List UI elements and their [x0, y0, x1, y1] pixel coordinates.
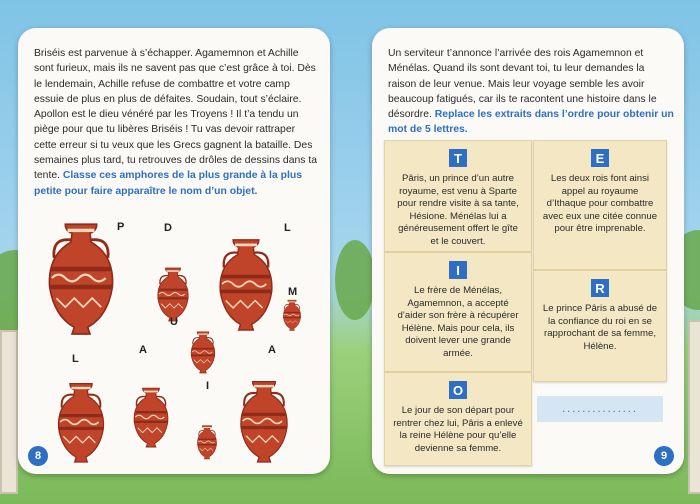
amphora-letter: A — [268, 344, 276, 356]
amphora-letter: D — [164, 222, 172, 234]
letter-tile-t: T — [449, 149, 467, 167]
amphora-u — [191, 332, 215, 373]
amphora-i — [197, 426, 216, 459]
card-text: Pâris, un prince d’un autre royaume, est venu à Sparte pour rendre visite à sa tante, Hésione. Ménélas lui a généreusement offert le gîte et le couvert. — [397, 173, 519, 247]
left-page — [18, 28, 330, 474]
amphora-group — [18, 28, 330, 474]
amphora-letter: P — [117, 221, 125, 233]
amphora-m — [283, 300, 300, 330]
right-story-text — [388, 46, 674, 138]
letter-tile-i: I — [449, 261, 467, 279]
amphora-letter: L — [72, 353, 79, 365]
story-card-t — [384, 140, 532, 252]
story-card-i — [384, 252, 532, 372]
amphora-d — [158, 268, 188, 321]
amphora-letter: U — [170, 316, 178, 328]
letter-tile-o: O — [449, 381, 467, 399]
amphora-letter: I — [206, 380, 210, 392]
card-text: Le jour de son départ pour rentrer chez lui, Pâris a enlevé la reine Hélène pour qu’elle devienne sa femme. — [393, 405, 523, 454]
letter-tile-r: R — [591, 279, 609, 297]
story-card-o — [384, 372, 532, 466]
amphora-a1 — [134, 388, 168, 447]
amphora-letter: L — [284, 222, 291, 234]
amphora-p — [49, 224, 112, 334]
background-tree — [335, 240, 375, 320]
background-column — [688, 320, 700, 494]
left-instruction: Classe ces amphores de la plus grande à la plus petite pour faire apparaître le nom d’un objet. — [34, 170, 302, 197]
right-paragraph: Un serviteur t’annonce l’arrivée des rois Agamemnon et Ménélas. Quand ils sont devant toi, tu leur demandes la raison de leur venue. Mais leur voyage semble les avoir beaucoup fatigués, car ils te racontent une histoire dans le désordre. — [388, 48, 657, 121]
left-paragraph: Briséis est parvenue à s’échapper. Agamemnon et Achille sont furieux, mais ils ne savent pas que c’est grâce à toi. Dès le lendemain, Achille refuse de combattre et votre camp essuie de plus en plus de défaites. Soudain, tout s’éclaire. Apollon est le dieu vénéré par les Troyens ! Il t’a tendu un piège pour que tu libères Briséis ! Tu vas devoir rattraper cette erreur si tu veux que les Grecs gagnent la bataille. Des semaines plus tard, tu retrouves de drôles de dessins dans ta tente. — [34, 48, 318, 182]
card-text: Les deux rois font ainsi appel au royaume d’Ithaque pour combattre avec eux une citée connue pour être imprenable. — [542, 173, 658, 235]
background-column — [0, 330, 18, 494]
answer-field[interactable]: ............... — [537, 396, 663, 422]
amphora-letter: A — [139, 344, 147, 356]
page-number-left: 8 — [28, 446, 48, 466]
letter-tile-e: E — [591, 149, 609, 167]
card-text: Le frère de Ménélas, Agamemnon, a accepté d’aider son frère à récupérer Hélène. Mais pour cela, ils doivent lever une grande armée. — [397, 285, 519, 359]
amphora-l1 — [220, 240, 272, 330]
page-number-right: 9 — [654, 446, 674, 466]
amphora-letter: M — [288, 286, 298, 298]
story-card-r — [533, 270, 667, 382]
story-card-e — [533, 140, 667, 270]
amphora-l2 — [58, 384, 103, 462]
card-text: Le prince Pâris a abusé de la confiance du roi en se rapprochant de sa femme, Hélène. — [542, 303, 658, 352]
right-instruction: Replace les extraits dans l’ordre pour obtenir un mot de 5 lettres. — [388, 109, 674, 136]
amphora-a2 — [241, 382, 287, 462]
